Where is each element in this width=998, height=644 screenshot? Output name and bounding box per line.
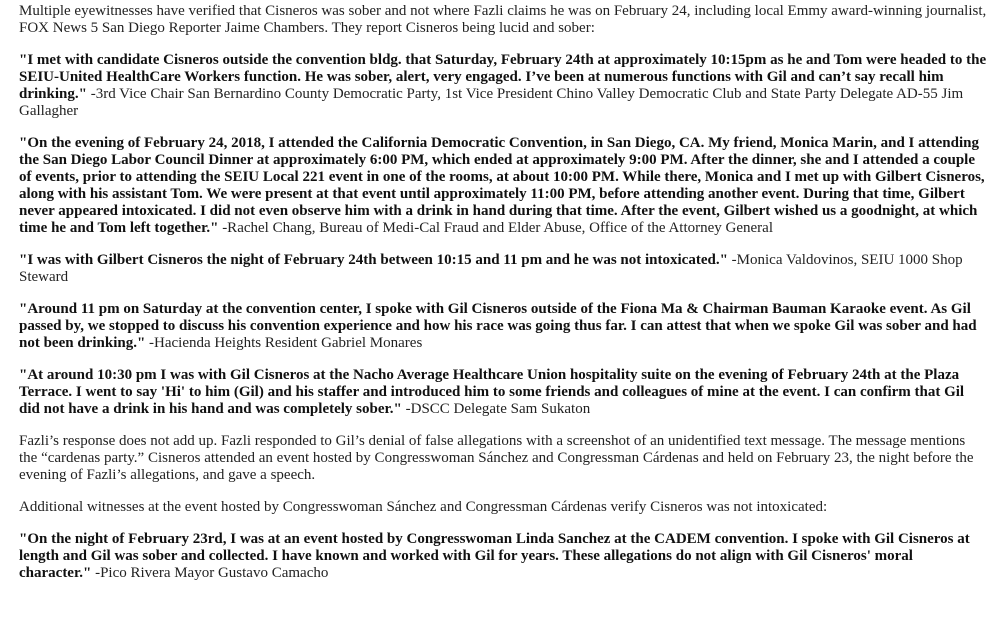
- testimony-quote: "Around 11 pm on Saturday at the convention center, I spoke with Gil Cisneros outside of the Fiona Ma & Chairman Bauman Karaoke event. As Gil passed by, we stopped to discuss his convention experience and how his race was going thus far. I can attest that when we spoke Gil was sober and had not been drinking.": [19, 301, 977, 351]
- testimony-valdovinos: [19, 252, 987, 286]
- additional-witnesses-paragraph: Additional witnesses at the event hosted by Congresswoman Sánchez and Congressman Cárdenas verify Cisneros was not intoxicated:: [19, 499, 828, 515]
- testimony-monares: [19, 301, 987, 352]
- intro-paragraph: Multiple eyewitnesses have verified that Cisneros was sober and not where Fazli claims he was on February 24, including local Emmy award-winning journalist, FOX News 5 San Diego Reporter Jaime Chambers. They report Cisneros being lucid and sober:: [19, 3, 987, 36]
- testimony-quote: "On the night of February 23rd, I was at an event hosted by Congresswoman Linda Sanchez at the CADEM convention. I spoke with Gil Cisneros at length and Gil was sober and collected. I have known and worked with Gil for years. These allegations do not align with Gil Cisneros' moral character.": [19, 531, 970, 581]
- response-paragraph: Fazli’s response does not add up. Fazli responded to Gil’s denial of false allegations with a screenshot of an unidentified text message. The message mentions the “cardenas party.” Cisneros attended an event hosted by Congresswoman Sánchez and Congressman Cárdenas and held on February 23, the night before the evening of Fazli’s allegations, and gave a speech.: [19, 433, 974, 483]
- testimony-attribution: -DSCC Delegate Sam Sukaton: [401, 401, 591, 417]
- testimony-quote: "On the evening of February 24, 2018, I attended the California Democratic Convention, in San Diego, CA. My friend, Monica Marin, and I attending the San Diego Labor Council Dinner at approximately 6:00 PM, which ended at approximately 9:00 PM. After the dinner, she and I attended a couple of events, prior to attending the SEIU Local 221 event in one of the rooms, at about 10:00 PM. While there, Monica and I met up with Gilbert Cisneros, along with his assistant Tom. We were present at that event until approximately 11:00 PM, before attending another event. During that time, Gilbert never appeared intoxicated. I did not even observe him with a drink in hand during that time. After the event, Gilbert wished us a goodnight, at which time he and Tom left together.": [19, 135, 985, 236]
- testimony-attribution: -Monica Valdovinos, SEIU 1000 Shop Steward: [19, 252, 963, 285]
- testimony-gallagher: [19, 52, 987, 120]
- testimony-quote: "I met with candidate Cisneros outside the convention bldg. that Saturday, February 24th at approximately 10:15pm as he and Tom were headed to the SEIU-United HealthCare Workers function. He was sober, alert, very engaged. I’ve been at numerous functions with Gil and can’t say recall him drinking.": [19, 52, 987, 102]
- testimony-quote: "I was with Gilbert Cisneros the night of February 24th between 10:15 and 11 pm and he was not intoxicated.": [19, 252, 728, 268]
- testimony-attribution: -Rachel Chang, Bureau of Medi-Cal Fraud and Elder Abuse, Office of the Attorney General: [218, 220, 773, 236]
- testimony-attribution: -Pico Rivera Mayor Gustavo Camacho: [91, 565, 329, 581]
- testimony-quote: "At around 10:30 pm I was with Gil Cisneros at the Nacho Average Healthcare Union hospitality suite on the evening of February 24th at the Plaza Terrace. I went to say 'Hi' to him (Gil) and his staffer and introduced him to some friends and colleagues of mine at the event. I can confirm that Gil did not have a drink in his hand and was completely sober.": [19, 367, 965, 417]
- testimony-attribution: -3rd Vice Chair San Bernardino County Democratic Party, 1st Vice President Chino Valley Democratic Club and State Party Delegate AD-55 Jim Gallagher: [19, 86, 964, 119]
- testimony-camacho: [19, 531, 987, 582]
- testimony-chang: [19, 135, 987, 237]
- testimony-attribution: -Hacienda Heights Resident Gabriel Monares: [145, 335, 423, 351]
- testimony-sukaton: [19, 367, 987, 418]
